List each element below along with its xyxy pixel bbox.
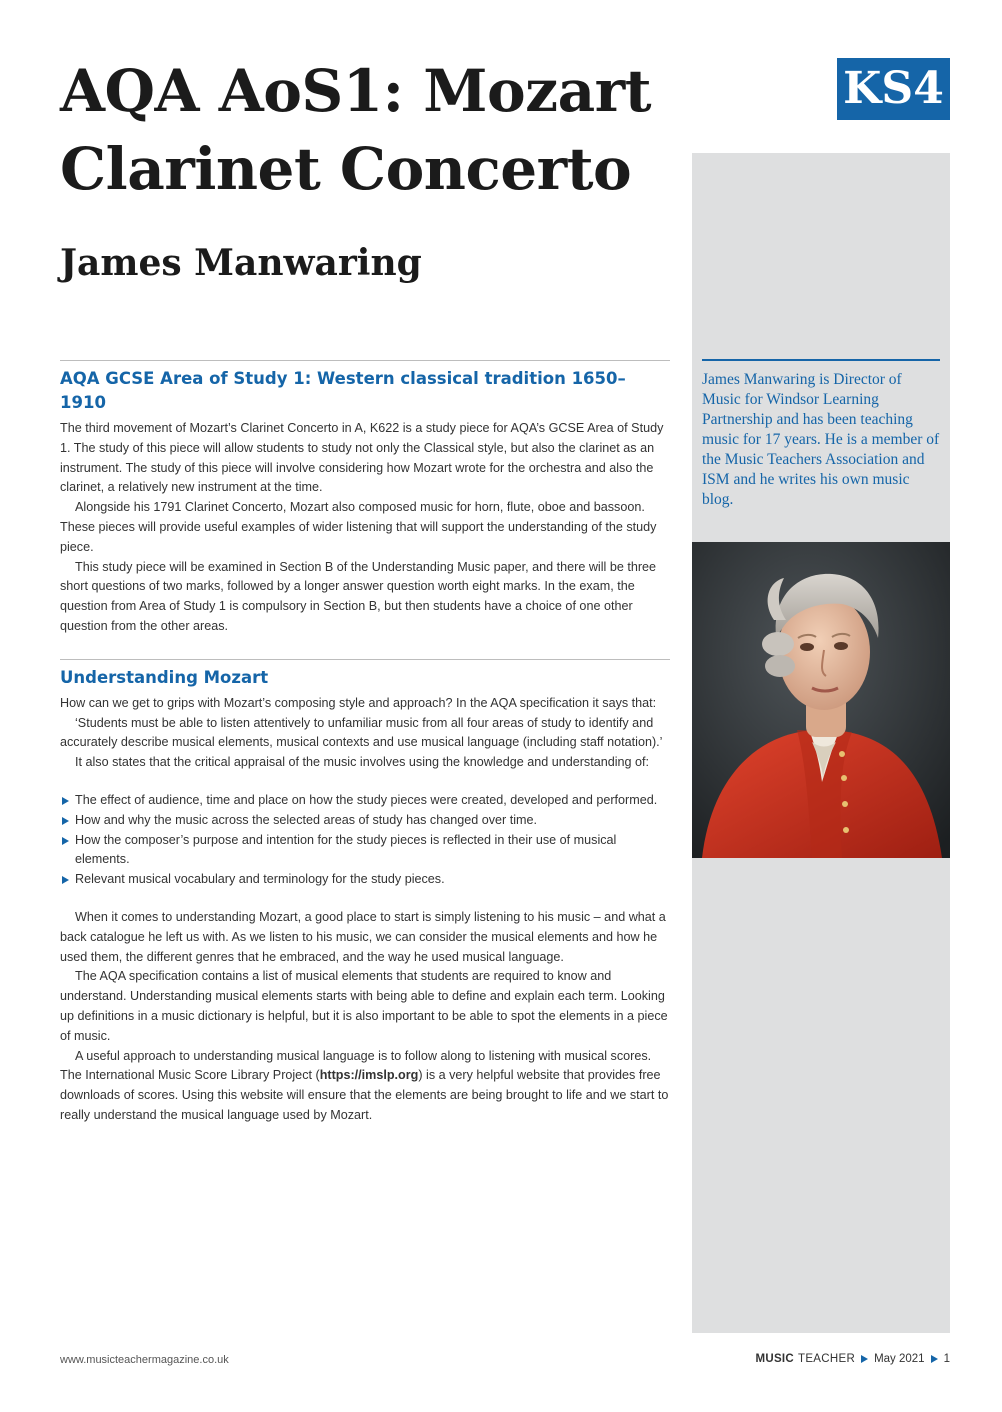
footer-issue-date: May 2021 [874, 1353, 925, 1365]
paragraph-text: A useful approach to understanding musical language is to follow along to listening with musical scores. The International Music Score Library Project ( [60, 1048, 652, 1083]
footer-brand-light: TEACHER [798, 1353, 856, 1365]
sidebar-divider [702, 359, 940, 361]
paragraph [60, 1047, 670, 1126]
section-understanding-mozart [60, 659, 670, 1126]
portrait-illustration [692, 542, 950, 858]
bullet-list [60, 791, 670, 890]
specification-quote: ‘Students must be able to listen attentively to unfamiliar music from all four areas of study to identify and accurately describe musical elements, musical contexts and use musical language (including staff notation).’ [60, 715, 663, 750]
article-body [60, 360, 670, 1126]
page-title: AQA AoS1: Mozart Clarinet Concerto [60, 57, 652, 203]
list-item: How and why the music across the selected areas of study has changed over time. [60, 811, 670, 831]
section-aos1 [60, 360, 670, 637]
paragraph-text: ) is a very helpful website that provides free downloads of scores. Using this website will ensure that the elements are being brought to life and we start to really understand the musical language used by Mozart. [60, 1068, 669, 1122]
mozart-portrait [692, 542, 950, 858]
list-item: The effect of audience, time and place on how the study pieces were created, developed and performed. [60, 791, 670, 811]
key-stage-badge: KS4 [837, 58, 950, 120]
section-heading: AQA GCSE Area of Study 1: Western classical tradition 1650–1910 [60, 369, 626, 412]
imslp-link[interactable]: https://imslp.org [319, 1068, 419, 1083]
triangle-arrow-icon [931, 1355, 938, 1363]
list-item: How the composer’s purpose and intention for the study pieces is reflected in their use of musical elements. [60, 831, 670, 871]
author-name: James Manwaring [60, 242, 422, 284]
paragraph: This study piece will be examined in Section B of the Understanding Music paper, and there will be three short questions of two marks, followed by a longer answer question worth eight marks. In the exam, the question from Area of Study 1 is compulsory in Section B, but then students have a choice of one other question from the other areas. [60, 559, 657, 633]
author-bio: James Manwaring is Director of Music for Windsor Learning Partnership and has been teaching music for 17 years. He is a member of the Music Teachers Association and ISM and he writes his own music blog. [702, 371, 940, 508]
paragraph: It also states that the critical appraisal of the music involves using the knowledge and understanding of: [75, 755, 650, 770]
footer-page-number: 1 [943, 1353, 950, 1365]
footer-issue-info [755, 1353, 950, 1365]
section-heading: Understanding Mozart [60, 667, 269, 687]
paragraph: Alongside his 1791 Clarinet Concerto, Mozart also composed music for horn, flute, oboe and bassoon. These pieces will provide useful examples of wider listening that will support the understanding of the study piece. [60, 500, 657, 554]
paragraph: The third movement of Mozart’s Clarinet Concerto in A, K622 is a study piece for AQA’s GCSE Area of Study 1. The study of this piece will allow students to study not only the Classical style, but also the clarinet as an instrument. The study of this piece will involve considering how Mozart wrote for the orchestra and also the clarinet, a relatively new instrument at the time. [60, 421, 664, 495]
triangle-arrow-icon [861, 1355, 868, 1363]
paragraph: The AQA specification contains a list of musical elements that students are required to know and understand. Understanding musical elements starts with being able to define and explain each term. Looking up definitions in a music dictionary is helpful, but it is also important to be able to spot the elements in a piece of music. [60, 969, 668, 1043]
footer-brand-bold: MUSIC [755, 1353, 795, 1365]
paragraph: When it comes to understanding Mozart, a good place to start is simply listening to his music – and what a back catalogue he left us with. As we listen to his music, we can consider the musical elements and how he used them, the different genres that he embraced, and the way he used musical language. [60, 909, 666, 964]
footer-website-link[interactable]: www.musicteachermagazine.co.uk [60, 1354, 229, 1366]
list-item: Relevant musical vocabulary and terminology for the study pieces. [60, 870, 670, 890]
paragraph: How can we get to grips with Mozart’s composing style and approach? In the AQA specification it says that: [60, 695, 657, 710]
